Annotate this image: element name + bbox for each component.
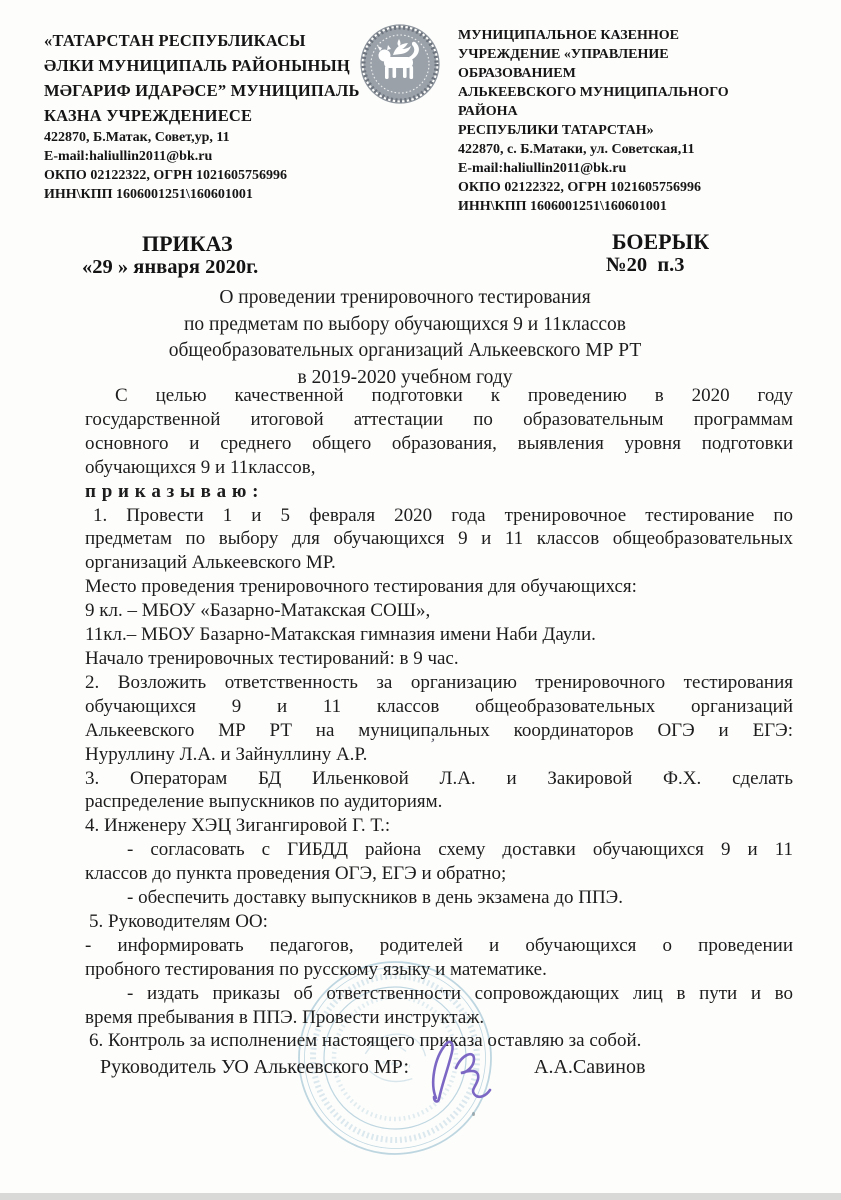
body-line: 2. Возложить ответственность за организацию тренировочного тестирования [85, 671, 793, 693]
body-line: государственной итоговой аттестации по образовательным программам [85, 408, 793, 430]
body-line: распределение выпускников по аудиториям. [85, 791, 443, 813]
org-name-line: МӘГАРИФ ИДАРӘСЕ” МУНИЦИПАЛЬ [44, 81, 360, 100]
subject-line: по предметам по выбору обучающихся 9 и 11классов [183, 313, 627, 335]
body-line: 11кл.– МБОУ Базарно-Матакская гимназия имени Наби Даули. [85, 624, 596, 646]
body-line: С целью качественной подготовки к проведению в 2020 году [115, 385, 793, 406]
body-line: обучающихся 9 и 11классов, [85, 456, 316, 478]
body-line: - издать приказы об ответственности сопровождающих лиц в пути и во [127, 982, 793, 1004]
org-email: E-mail:haliullin2011@bk.ru [44, 149, 213, 164]
body-line: Алькеевского МР РТ на муниципальных координаторов ОГЭ и ЕГЭ: [85, 719, 793, 741]
org-email: E-mail:haliullin2011@bk.ru [458, 161, 627, 176]
org-address: 422870, с. Б.Матаки, ул. Советская,11 [458, 142, 695, 157]
body-line: 5. Руководителям ОО: [89, 910, 268, 932]
order-type-ru: ПРИКАЗ [142, 231, 233, 256]
order-subject [51, 285, 759, 391]
org-address: 422870, Б.Матак, Совет,ур, 11 [44, 130, 230, 145]
body-line-prikazyvayu: п р и к а з ы в а ю : [85, 480, 259, 502]
signature-label: Руководитель УО Алькеевского МР: [100, 1056, 410, 1078]
org-inn-kpp: ИНН\КПП 1606001251\160601001 [458, 199, 667, 214]
org-inn-kpp: ИНН\КПП 1606001251\160601001 [44, 187, 253, 202]
body-line: организаций Алькеевского МР. [85, 552, 336, 574]
org-okpo-ogrn: ОКПО 02122322, ОГРН 1021605756996 [44, 168, 288, 183]
org-name-line: ӘЛКИ МУНИЦИПАЛЬ РАЙОНЫНЫҢ [44, 56, 350, 75]
org-okpo-ogrn: ОКПО 02122322, ОГРН 1021605756996 [458, 180, 702, 195]
org-header-tatar [44, 28, 374, 204]
body-line: Нуруллину Л.А. и Зайнуллину А.Р. [85, 743, 368, 765]
order-number: №20 п.3 [606, 254, 685, 276]
body-line: Место проведения тренировочного тестирования для обучающихся: [85, 576, 637, 598]
body-line: пробного тестирования по русскому языку и математике. [85, 958, 547, 980]
body-line: обучающихся 9 и 11 классов общеобразовательных организаций [85, 695, 793, 717]
org-name-line: АЛЬКЕЕВСКОГО МУНИЦИПАЛЬНОГО [458, 85, 729, 100]
order-body [85, 384, 793, 1053]
body-line: основного и среднего общего образования, выявления уровня подготовки [85, 432, 793, 454]
body-line: время пребывания в ППЭ. Провести инструктаж. [85, 1006, 485, 1028]
org-name-line: МУНИЦИПАЛЬНОЕ КАЗЕННОЕ [458, 28, 679, 43]
subject-line: общеобразовательных организаций Алькеевского МР РТ [168, 340, 642, 361]
scan-edge [0, 1193, 841, 1200]
body-line: 1. Провести 1 и 5 февраля 2020 года тренировочное тестирование по [93, 504, 793, 526]
body-line: 9 кл. – МБОУ «Базарно-Матакская СОШ», [85, 600, 431, 622]
body-line: классов до пункта проведения ОГЭ, ЕГЭ и обратно; [85, 863, 507, 885]
body-line: 3. Операторам БД Ильенковой Л.А. и Закировой Ф.Х. сделать [85, 767, 793, 789]
signatory-name: А.А.Савинов [534, 1056, 646, 1078]
org-name-line: КАЗНА УЧРЕЖДЕНИЕСЕ [44, 106, 253, 125]
order-date: «29 » января 2020г. [82, 256, 259, 278]
body-line: - согласовать с ГИБДД района схему доставки обучающихся 9 и 11 [127, 839, 793, 861]
ink-blot-mark: ’ [427, 735, 437, 754]
body-line: 4. Инженеру ХЭЦ Зигангировой Г. Т.: [85, 815, 391, 837]
body-line: предметам по выбору для обучающихся 9 и 11 классов общеобразовательных [85, 528, 793, 550]
subject-line: О проведении тренировочного тестирования [219, 287, 591, 308]
org-name-line: РАЙОНА [458, 104, 518, 119]
handwritten-signature [424, 1036, 504, 1111]
org-header-russian [458, 26, 803, 216]
body-line: Начало тренировочных тестирований: в 9 час. [85, 647, 459, 669]
body-line: - обеспечить доставку выпускников в день экзамена до ППЭ. [127, 887, 623, 909]
org-name-line: РЕСПУБЛИКИ ТАТАРСТАН» [458, 123, 654, 138]
org-name-line: УЧРЕЖДЕНИЕ «УПРАВЛЕНИЕ [458, 47, 669, 62]
org-name-line: «ТАТАРСТАН РЕСПУБЛИКАСЫ [44, 31, 306, 50]
body-line: 6. Контроль за исполнением настоящего приказа оставляю за собой. [89, 1030, 642, 1052]
org-name-line: ОБРАЗОВАНИЕМ [458, 66, 576, 81]
order-type-tt: БОЕРЫК [612, 229, 710, 254]
body-line: - информировать педагогов, родителей и обучающихся о проведении [85, 934, 793, 956]
tatarstan-emblem-icon [358, 22, 442, 111]
subject-line: в 2019-2020 учебном году [297, 366, 513, 388]
